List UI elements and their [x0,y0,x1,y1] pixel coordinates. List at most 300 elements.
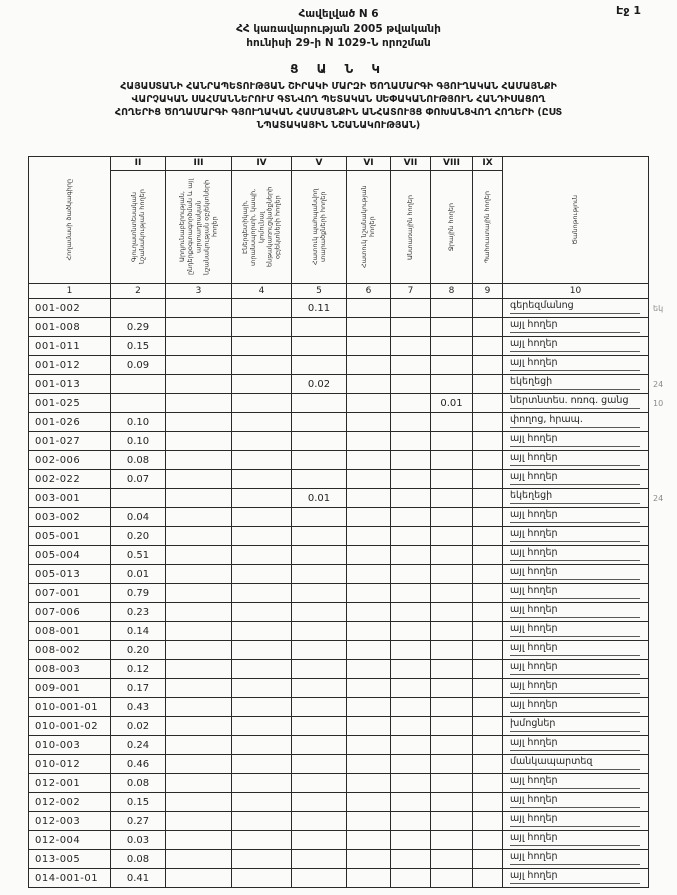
parcel-code: 007-001 [29,584,111,603]
area-value-col-7 [391,375,431,394]
margin-note [649,755,675,774]
col-header-8 [431,157,473,284]
margin-note: 24 [653,493,664,503]
col-header-7 [391,157,431,284]
area-value-col-9 [473,375,503,394]
area-value-col-6 [347,565,391,584]
margin-note [649,356,675,375]
area-value-col-3 [166,793,232,812]
area-value-col-9 [473,717,503,736]
area-value-col-9 [473,489,503,508]
area-value-col-2 [111,375,166,394]
area-value-col-8 [431,755,473,774]
purpose-cell [503,470,649,489]
area-value-col-5 [292,527,347,546]
margin-note [649,603,675,622]
margin-note [649,660,675,679]
area-value-col-4 [232,337,292,356]
area-value-col-5 [292,432,347,451]
area-value-col-5 [292,831,347,850]
margin-note [649,337,675,356]
table-row [29,318,675,337]
table-row [29,489,675,508]
area-value-col-6 [347,546,391,565]
purpose-label: այլ հողեր [510,357,640,371]
purpose-label: փողոց, հրապ. [510,414,640,428]
area-value-col-6 [347,850,391,869]
table-row [29,527,675,546]
area-value-col-4 [232,356,292,375]
area-value-col-9 [473,432,503,451]
column-number: 5 [292,284,347,299]
area-value-col-8 [431,869,473,888]
area-value-col-9 [473,755,503,774]
margin-note [649,679,675,698]
area-value-col-2: 0.08 [111,850,166,869]
area-value-col-6 [347,451,391,470]
area-value-col-9 [473,546,503,565]
area-value-col-7 [391,831,431,850]
area-value-col-7 [391,527,431,546]
area-value-col-9 [473,299,503,318]
area-value-col-4 [232,546,292,565]
area-value-col-7 [391,717,431,736]
column-number: 3 [166,284,232,299]
area-value-col-8 [431,565,473,584]
area-value-col-6 [347,679,391,698]
margin-note [649,641,675,660]
purpose-cell [503,850,649,869]
parcel-code: 010-001-02 [29,717,111,736]
area-value-col-4 [232,660,292,679]
area-value-col-7 [391,679,431,698]
area-value-col-8 [431,774,473,793]
column-number: 9 [473,284,503,299]
parcel-code: 014-001-01 [29,869,111,888]
col-header-2 [111,157,166,284]
title-line: ՀՈՂԵՐԻՑ ԾՈՂԱՄԱՐԳԻ ԳՅՈՒՂԱԿԱՆ ՀԱՄԱՅՆՔԻՆ ԱՆՀԱՏՈՒՅՑ ՓՈԽԱՆՑՎՈՂ ՀՈՂԵՐԻ (ԸՍՏ [114,106,563,118]
area-value-col-7 [391,603,431,622]
area-value-col-7 [391,869,431,888]
purpose-cell [503,299,649,318]
area-value-col-9 [473,641,503,660]
area-value-col-3 [166,698,232,717]
area-value-col-7 [391,413,431,432]
area-value-col-3 [166,318,232,337]
area-value-col-3 [166,356,232,375]
purpose-cell [503,394,649,413]
area-value-col-7 [391,565,431,584]
col-header-label: Հողամասի ծածկագիրը [65,179,74,261]
purpose-cell [503,831,649,850]
area-value-col-2: 0.08 [111,774,166,793]
area-value-col-2 [111,394,166,413]
area-value-col-2: 0.23 [111,603,166,622]
area-value-col-5 [292,451,347,470]
area-value-col-4 [232,375,292,394]
area-value-col-5 [292,774,347,793]
area-value-col-6 [347,489,391,508]
purpose-label: այլ հողեր [510,509,640,523]
area-value-col-6 [347,831,391,850]
purpose-label: ներտնտես. ոռոգ. ցանց [510,395,640,409]
area-value-col-4 [232,470,292,489]
parcel-code: 003-001 [29,489,111,508]
area-value-col-5 [292,736,347,755]
table-row [29,546,675,565]
column-number: 8 [431,284,473,299]
parcel-code: 001-027 [29,432,111,451]
area-value-col-7 [391,850,431,869]
area-value-col-2: 0.15 [111,793,166,812]
area-value-col-5 [292,318,347,337]
purpose-label: այլ հողեր [510,585,640,599]
column-number: 10 [503,284,649,299]
purpose-cell [503,413,649,432]
margin-note [649,413,675,432]
area-value-col-3 [166,375,232,394]
area-value-col-7 [391,774,431,793]
col-header-label: Ջրային հողեր [447,202,456,252]
area-value-col-6 [347,603,391,622]
area-value-col-6 [347,717,391,736]
area-value-col-8 [431,698,473,717]
area-value-col-7 [391,489,431,508]
col-header-6 [347,157,391,284]
area-value-col-5 [292,850,347,869]
margin-note [649,451,675,470]
area-value-col-6 [347,527,391,546]
area-value-col-8 [431,679,473,698]
area-value-col-3 [166,660,232,679]
area-value-col-4 [232,508,292,527]
area-value-col-6 [347,698,391,717]
margin-spacer [649,157,675,284]
area-value-col-9 [473,793,503,812]
area-value-col-7 [391,470,431,489]
table-row [29,622,675,641]
margin-note [649,546,675,565]
purpose-label: եկեղեցի [510,490,640,504]
table-row [29,660,675,679]
col-header-label: Արդյունաբերության, ընդերքօգտագործման և այլ արտադրական նշանակության օբյեկտների հողեր [178,178,219,276]
purpose-label: այլ հողեր [510,813,640,827]
area-value-col-7 [391,622,431,641]
table-row [29,812,675,831]
table-row [29,584,675,603]
table-row [29,736,675,755]
purpose-cell [503,432,649,451]
area-value-col-3 [166,508,232,527]
area-value-col-7 [391,755,431,774]
area-value-col-8 [431,337,473,356]
table-row [29,755,675,774]
margin-note [649,527,675,546]
area-value-col-6 [347,318,391,337]
area-value-col-9 [473,413,503,432]
area-value-col-2: 0.09 [111,356,166,375]
area-value-col-3 [166,413,232,432]
area-value-col-3 [166,755,232,774]
parcel-code: 001-013 [29,375,111,394]
area-value-col-5 [292,869,347,888]
area-value-col-4 [232,451,292,470]
area-value-col-8 [431,432,473,451]
area-value-col-5: 0.01 [292,489,347,508]
parcel-code: 001-026 [29,413,111,432]
col-header-label: Անտառային հողեր [406,194,415,260]
area-value-col-4 [232,489,292,508]
area-value-col-7 [391,546,431,565]
area-value-col-3 [166,774,232,793]
area-value-col-2: 0.41 [111,869,166,888]
area-value-col-5 [292,698,347,717]
purpose-cell [503,793,649,812]
table-row [29,831,675,850]
purpose-label: այլ հողեր [510,471,640,485]
purpose-cell [503,565,649,584]
area-value-col-9 [473,318,503,337]
purpose-cell [503,546,649,565]
area-value-col-9 [473,508,503,527]
area-value-col-6 [347,812,391,831]
area-value-col-5 [292,717,347,736]
area-value-col-6 [347,375,391,394]
area-value-col-8 [431,660,473,679]
purpose-label: եկեղեցի [510,376,640,390]
area-value-col-5 [292,546,347,565]
area-value-col-2: 0.04 [111,508,166,527]
margin-note [649,717,675,736]
margin-note [649,432,675,451]
area-value-col-4 [232,736,292,755]
area-value-col-8 [431,603,473,622]
purpose-label: խմոցներ [510,718,640,732]
appendix-label: Հավելված N 6 [298,8,379,20]
area-value-col-4 [232,869,292,888]
margin-note [649,584,675,603]
roman-numeral: VII [391,157,430,171]
area-value-col-3 [166,679,232,698]
parcel-code: 009-001 [29,679,111,698]
parcel-code: 001-012 [29,356,111,375]
area-value-col-5: 0.11 [292,299,347,318]
purpose-cell [503,584,649,603]
area-value-col-5 [292,812,347,831]
purpose-cell [503,812,649,831]
purpose-cell [503,318,649,337]
purpose-label: այլ հողեր [510,528,640,542]
parcel-code: 001-008 [29,318,111,337]
area-value-col-2 [111,299,166,318]
area-value-col-8 [431,717,473,736]
purpose-cell [503,508,649,527]
area-value-col-2: 0.24 [111,736,166,755]
area-value-col-8 [431,793,473,812]
table-row [29,337,675,356]
margin-note [649,869,675,888]
margin-note [649,470,675,489]
col-header-label: Էներգետիկայի, տրանսպորտի, կապի, կոմունալ ենթակառուցվածքների օբյեկտների հողեր [241,186,282,268]
purpose-label: այլ հողեր [510,699,640,713]
area-value-col-8 [431,622,473,641]
purpose-label: այլ հողեր [510,661,640,675]
area-value-col-3 [166,736,232,755]
table-row [29,603,675,622]
area-value-col-9 [473,451,503,470]
area-value-col-5 [292,660,347,679]
area-value-col-4 [232,641,292,660]
purpose-cell [503,755,649,774]
area-value-col-7 [391,584,431,603]
table-row [29,717,675,736]
area-value-col-3 [166,451,232,470]
margin-note [649,622,675,641]
purpose-cell [503,356,649,375]
column-number: 7 [391,284,431,299]
purpose-label: այլ հողեր [510,604,640,618]
area-value-col-4 [232,603,292,622]
col-header-label: Ծանոթություն [571,195,580,245]
area-value-col-8 [431,375,473,394]
parcel-code: 008-002 [29,641,111,660]
area-value-col-3 [166,565,232,584]
area-value-col-7 [391,318,431,337]
area-value-col-5 [292,508,347,527]
area-value-col-2: 0.27 [111,812,166,831]
area-value-col-9 [473,603,503,622]
col-header-9 [473,157,503,284]
area-value-col-4 [232,793,292,812]
area-value-col-8 [431,546,473,565]
parcel-code: 007-006 [29,603,111,622]
purpose-cell [503,603,649,622]
area-value-col-7 [391,508,431,527]
area-value-col-6 [347,660,391,679]
page-number: Էջ 1 [616,4,641,17]
column-number-row [29,284,675,299]
area-value-col-6 [347,774,391,793]
margin-note: 24 [653,379,664,389]
area-value-col-2: 0.02 [111,717,166,736]
area-value-col-8 [431,508,473,527]
government-decision-line1: ՀՀ կառավարության 2005 թվականի [236,22,441,35]
parcel-code: 012-003 [29,812,111,831]
area-value-col-2: 0.20 [111,641,166,660]
purpose-label: մանկապարտեզ [510,756,640,770]
purpose-cell [503,736,649,755]
area-value-col-5 [292,679,347,698]
area-value-col-8 [431,489,473,508]
parcel-code: 005-001 [29,527,111,546]
area-value-col-9 [473,869,503,888]
area-value-col-3 [166,603,232,622]
area-value-col-4 [232,850,292,869]
col-header-4 [232,157,292,284]
purpose-cell [503,375,649,394]
area-value-col-6 [347,736,391,755]
area-value-col-5 [292,793,347,812]
area-value-col-2: 0.46 [111,755,166,774]
roman-numeral: IX [473,157,502,171]
area-value-col-4 [232,527,292,546]
area-value-col-2: 0.29 [111,318,166,337]
area-value-col-2: 0.79 [111,584,166,603]
area-value-col-4 [232,394,292,413]
area-value-col-8 [431,318,473,337]
col-header-3 [166,157,232,284]
column-number: 2 [111,284,166,299]
purpose-cell [503,641,649,660]
purpose-cell [503,717,649,736]
area-value-col-2: 0.10 [111,413,166,432]
purpose-cell [503,698,649,717]
area-value-col-8 [431,584,473,603]
parcel-code: 012-002 [29,793,111,812]
area-value-col-3 [166,584,232,603]
list-label: Ց Ա Ն Կ [290,62,387,77]
area-value-col-5 [292,413,347,432]
area-value-col-4 [232,698,292,717]
area-value-col-3 [166,337,232,356]
table-row [29,679,675,698]
margin-note [649,698,675,717]
area-value-col-4 [232,318,292,337]
document-title [0,81,677,132]
table-row [29,565,675,584]
area-value-col-5 [292,622,347,641]
area-value-col-4 [232,622,292,641]
area-value-col-4 [232,774,292,793]
area-value-col-7 [391,394,431,413]
area-value-col-6 [347,413,391,432]
table-row [29,375,675,394]
col-header-label: Հատուկ նշանակության հողեր [360,185,377,269]
area-value-col-6 [347,470,391,489]
area-value-col-6 [347,622,391,641]
roman-numeral: II [111,157,165,171]
parcel-code: 001-011 [29,337,111,356]
table-row [29,698,675,717]
title-line: ՆՊԱՏԱԿԱՅԻՆ ՆՇԱՆԱԿՈՒԹՅԱՆ) [256,119,421,131]
area-value-col-9 [473,470,503,489]
parcel-code: 010-012 [29,755,111,774]
area-value-col-9 [473,584,503,603]
government-decision-line2: հունիսի 29-ի N 1029-Ն որոշման [246,37,431,50]
margin-note [649,774,675,793]
area-value-col-9 [473,565,503,584]
area-value-col-2 [111,489,166,508]
area-value-col-7 [391,698,431,717]
parcel-code: 013-005 [29,850,111,869]
area-value-col-8 [431,451,473,470]
area-value-col-3 [166,432,232,451]
area-value-col-4 [232,679,292,698]
roman-numeral: IV [232,157,291,171]
col-header-label: Պահուստային հողեր [483,190,492,264]
column-number: 4 [232,284,292,299]
table-row [29,869,675,888]
area-value-col-9 [473,394,503,413]
area-value-col-8 [431,299,473,318]
table-row [29,394,675,413]
area-value-col-3 [166,470,232,489]
purpose-label: այլ հողեր [510,566,640,580]
area-value-col-4 [232,299,292,318]
parcel-code: 001-025 [29,394,111,413]
table-row [29,299,675,318]
area-value-col-8 [431,356,473,375]
